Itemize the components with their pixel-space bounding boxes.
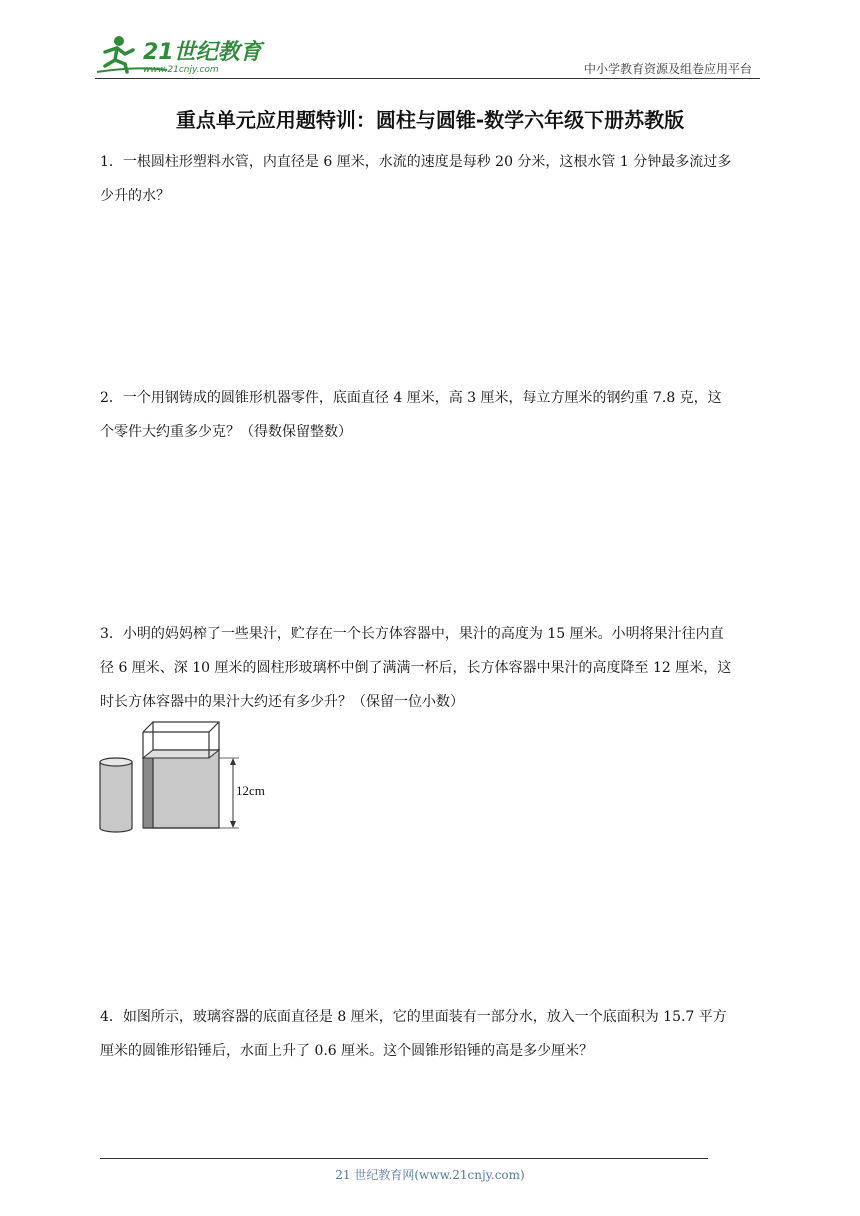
question-line: 少升的水？ (100, 188, 170, 204)
question-1 (100, 145, 765, 213)
question-2 (100, 381, 765, 449)
site-logo[interactable] (95, 32, 265, 76)
header-platform-text: 中小学教育资源及组卷应用平台 (583, 62, 752, 76)
question-line: 1．一根圆柱形塑料水管，内直径是 6 厘米，水流的速度是每秒 20 分米，这根水管 1 分钟最多流过多 (100, 154, 732, 170)
page-title: 重点单元应用题特训：圆柱与圆锥-数学六年级下册苏教版 (175, 108, 685, 132)
cuboid-container (143, 722, 219, 828)
question-line: 厘米的圆锥形铅锤后，水面上升了 0.6 厘米。这个圆锥形铅锤的高是多少厘米？ (100, 1043, 594, 1059)
question-line: 个零件大约重多少克？（得数保留整数） (100, 424, 352, 440)
glass-cylinder (100, 758, 132, 832)
question-4 (100, 1000, 765, 1068)
question-line: 时长方体容器中的果汁大约还有多少升？（保留一位小数） (100, 694, 464, 710)
question-line: 4．如图所示，玻璃容器的底面直径是 8 厘米，它的里面装有一部分水，放入一个底面积为 15.7 平方 (100, 1009, 727, 1025)
logo-text: 21世纪教育 (143, 40, 262, 65)
header-divider (95, 78, 760, 79)
question-3 (100, 617, 765, 719)
logo-url: www.21cnjy.com (143, 65, 219, 75)
runner-logo-icon (95, 32, 265, 76)
page-header (95, 30, 760, 80)
question-line: 3．小明的妈妈榨了一些果汁，贮存在一个长方体容器中，果汁的高度为 15 厘米。小明将果汁往内直 (100, 626, 724, 642)
question-line: 径 6 厘米、深 10 厘米的圆柱形玻璃杯中倒了满满一杯后，长方体容器中果汁的高度降至 12 厘米，这 (100, 660, 732, 676)
question-3-figure (97, 720, 287, 835)
height-label: 12cm (236, 783, 265, 798)
footer-divider (100, 1158, 708, 1159)
height-dimension (219, 758, 265, 828)
question-line: 2．一个用钢铸成的圆锥形机器零件，底面直径 4 厘米，高 3 厘米，每立方厘米的钢约重 7.8 克，这 (100, 390, 722, 406)
footer-link[interactable]: 21 世纪教育网(www.21cnjy.com) (335, 1168, 525, 1182)
